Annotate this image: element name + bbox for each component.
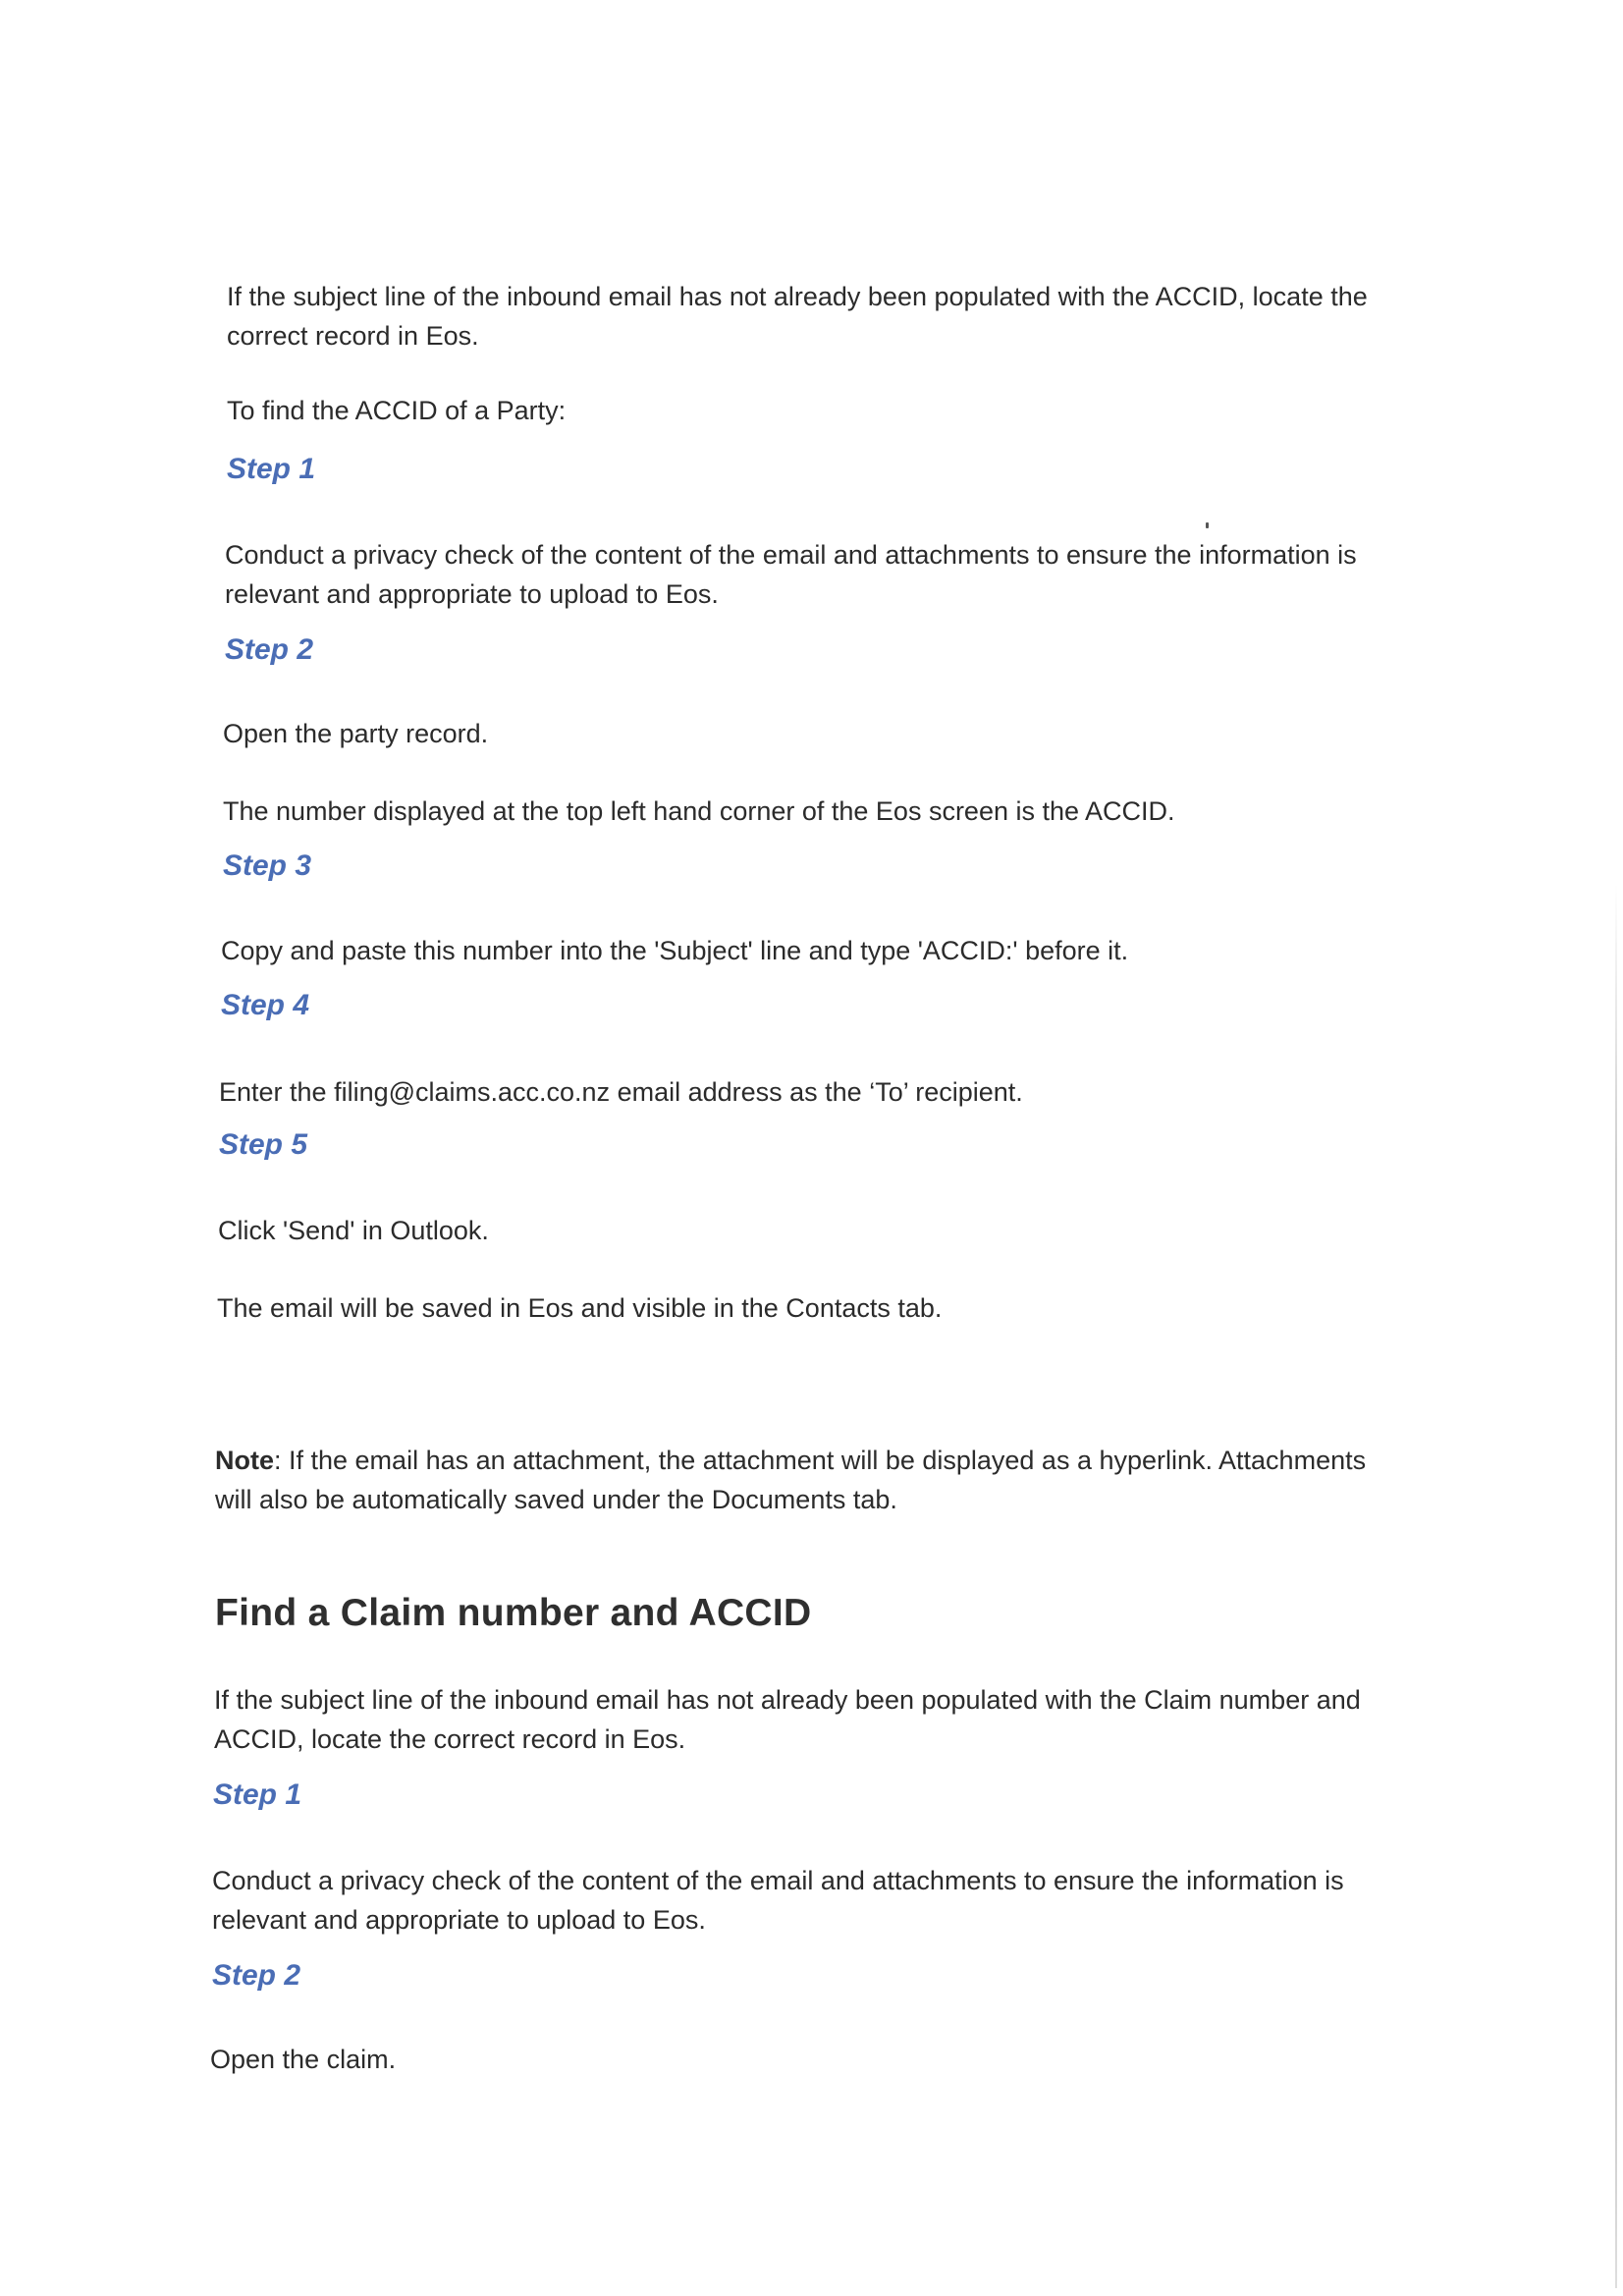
party-step-1-text: Conduct a privacy check of the content of the email and attachments to ensure the information is relevant and appropriate to upload to Eos. <box>225 540 1357 609</box>
scan-speck <box>1206 522 1209 528</box>
party-lead-text: To find the ACCID of a Party: <box>227 396 567 425</box>
scan-edge-line <box>1615 884 1617 2288</box>
party-step-2-label: Step 2 <box>225 633 314 666</box>
party-step-4-text: Enter the filing@claims.acc.co.nz email address as the ‘To’ recipient. <box>219 1077 1023 1107</box>
party-step-5-extra: The email will be saved in Eos and visible in the Contacts tab. <box>217 1293 943 1323</box>
claim-step-2-label: Step 2 <box>212 1959 301 1992</box>
claim-step-1-label: Step 1 <box>213 1778 302 1811</box>
claim-step-1-text: Conduct a privacy check of the content of the email and attachments to ensure the information is relevant and appropriate to upload to Eos. <box>212 1866 1344 1935</box>
claim-intro-paragraph: If the subject line of the inbound email has not already been populated with the Claim number and ACCID, locate the correct record in Eos. <box>214 1685 1361 1754</box>
party-step-4-label: Step 4 <box>221 989 310 1021</box>
claim-section-heading: Find a Claim number and ACCID <box>215 1592 812 1634</box>
party-intro-paragraph: If the subject line of the inbound email has not already been populated with the ACCID, locate the correct record in Eos. <box>227 282 1368 351</box>
claim-step-2-text: Open the claim. <box>210 2045 397 2074</box>
party-step-2-extra: The number displayed at the top left hand corner of the Eos screen is the ACCID. <box>223 796 1175 826</box>
party-step-1-label: Step 1 <box>227 453 316 485</box>
party-step-5-text: Click 'Send' in Outlook. <box>218 1216 489 1245</box>
party-step-3-text: Copy and paste this number into the 'Subject' line and type 'ACCID:' before it. <box>221 936 1129 965</box>
party-step-3-label: Step 3 <box>223 849 312 882</box>
party-step-2-text: Open the party record. <box>223 719 489 748</box>
party-step-5-label: Step 5 <box>219 1128 308 1161</box>
note-paragraph <box>215 1441 1374 1519</box>
note-label: Note <box>215 1446 274 1475</box>
note-text: : If the email has an attachment, the attachment will be displayed as a hyperlink. Attachments will also be automatically saved under the Documents tab. <box>215 1446 1367 1514</box>
